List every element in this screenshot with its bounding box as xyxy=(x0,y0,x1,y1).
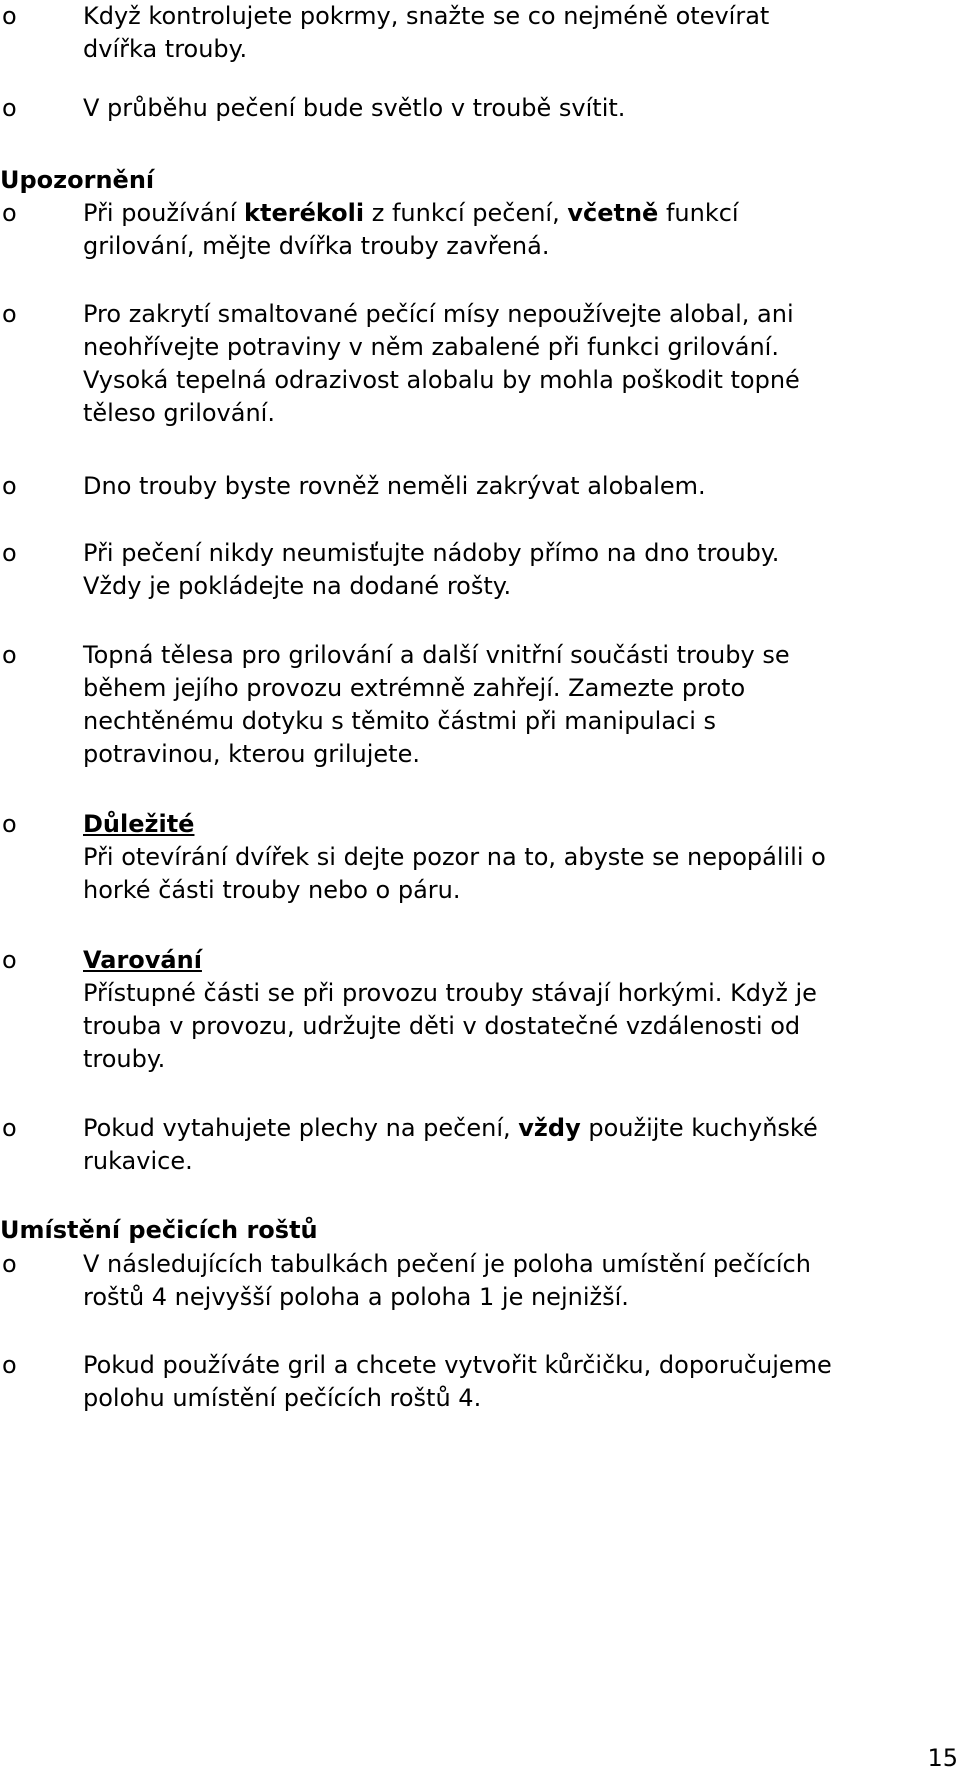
bullet-icon: o xyxy=(2,946,17,974)
bullet-icon: o xyxy=(2,539,17,567)
list-item xyxy=(0,197,960,263)
warning-label: Varování xyxy=(83,946,202,974)
list-item xyxy=(0,537,960,603)
bullet-icon: o xyxy=(2,199,17,227)
section-heading-warning: Upozornění xyxy=(0,166,155,194)
paragraph-text: Při používání kterékoli z funkcí pečení, včetně funkcí grilování, mějte dvířka trouby zavřená. xyxy=(83,199,739,260)
paragraph-text: Dno trouby byste rovněž neměli zakrývat alobalem. xyxy=(83,472,706,500)
bullet-icon: o xyxy=(2,2,17,30)
list-item xyxy=(0,1112,960,1178)
bullet-icon: o xyxy=(2,300,17,328)
paragraph-text: Když kontrolujete pokrmy, snažte se co nejméně otevírat dvířka trouby. xyxy=(83,2,770,63)
paragraph-text: Topná tělesa pro grilování a další vnitřní součásti trouby se během jejího provozu extrémně zahřejí. Zamezte proto nechtěnému dotyku s těmito částmi při manipulaci s potravinou, kterou grilujete. xyxy=(83,641,790,768)
paragraph-text: V následujících tabulkách pečení je poloha umístění pečících roštů 4 nejvyšší poloha a poloha 1 je nejnižší. xyxy=(83,1250,811,1311)
list-item-warning xyxy=(0,944,960,1076)
list-item xyxy=(0,0,960,66)
paragraph-text: Pokud používáte gril a chcete vytvořit kůrčičku, doporučujeme polohu umístění pečících roštů 4. xyxy=(83,1351,832,1412)
list-item xyxy=(0,470,960,503)
important-label: Důležité xyxy=(83,810,195,838)
bullet-icon: o xyxy=(2,641,17,669)
bullet-icon: o xyxy=(2,94,17,122)
bullet-icon: o xyxy=(2,1114,17,1142)
list-item xyxy=(0,298,960,430)
page-number: 15 xyxy=(927,1744,958,1772)
list-item xyxy=(0,639,960,771)
paragraph-text: Varování Přístupné části se při provozu trouby stávají horkými. Když je trouba v provozu, udržujte děti v dostatečné vzdálenosti od trouby. xyxy=(83,946,817,1073)
list-item xyxy=(0,1349,960,1415)
paragraph-text: Pokud vytahujete plechy na pečení, vždy použijte kuchyňské rukavice. xyxy=(83,1114,818,1175)
bullet-icon: o xyxy=(2,810,17,838)
bullet-icon: o xyxy=(2,472,17,500)
paragraph-text: Pro zakrytí smaltované pečící mísy nepoužívejte alobal, ani neohřívejte potraviny v něm zabalené při funkci grilování. Vysoká tepelná odrazivost alobalu by mohla poškodit topné těleso grilování. xyxy=(83,300,800,427)
bullet-icon: o xyxy=(2,1351,17,1379)
list-item xyxy=(0,92,960,125)
list-item xyxy=(0,1248,960,1314)
bullet-icon: o xyxy=(2,1250,17,1278)
paragraph-text: Důležité Při otevírání dvířek si dejte pozor na to, abyste se nepopálili o horké části trouby nebo o páru. xyxy=(83,810,826,904)
section-heading-racks: Umístění pečicích roštů xyxy=(0,1216,318,1244)
paragraph-text: Při pečení nikdy neumisťujte nádoby přímo na dno trouby. Vždy je pokládejte na dodané rošty. xyxy=(83,539,780,600)
paragraph-text: V průběhu pečení bude světlo v troubě svítit. xyxy=(83,94,626,122)
list-item-important xyxy=(0,808,960,907)
